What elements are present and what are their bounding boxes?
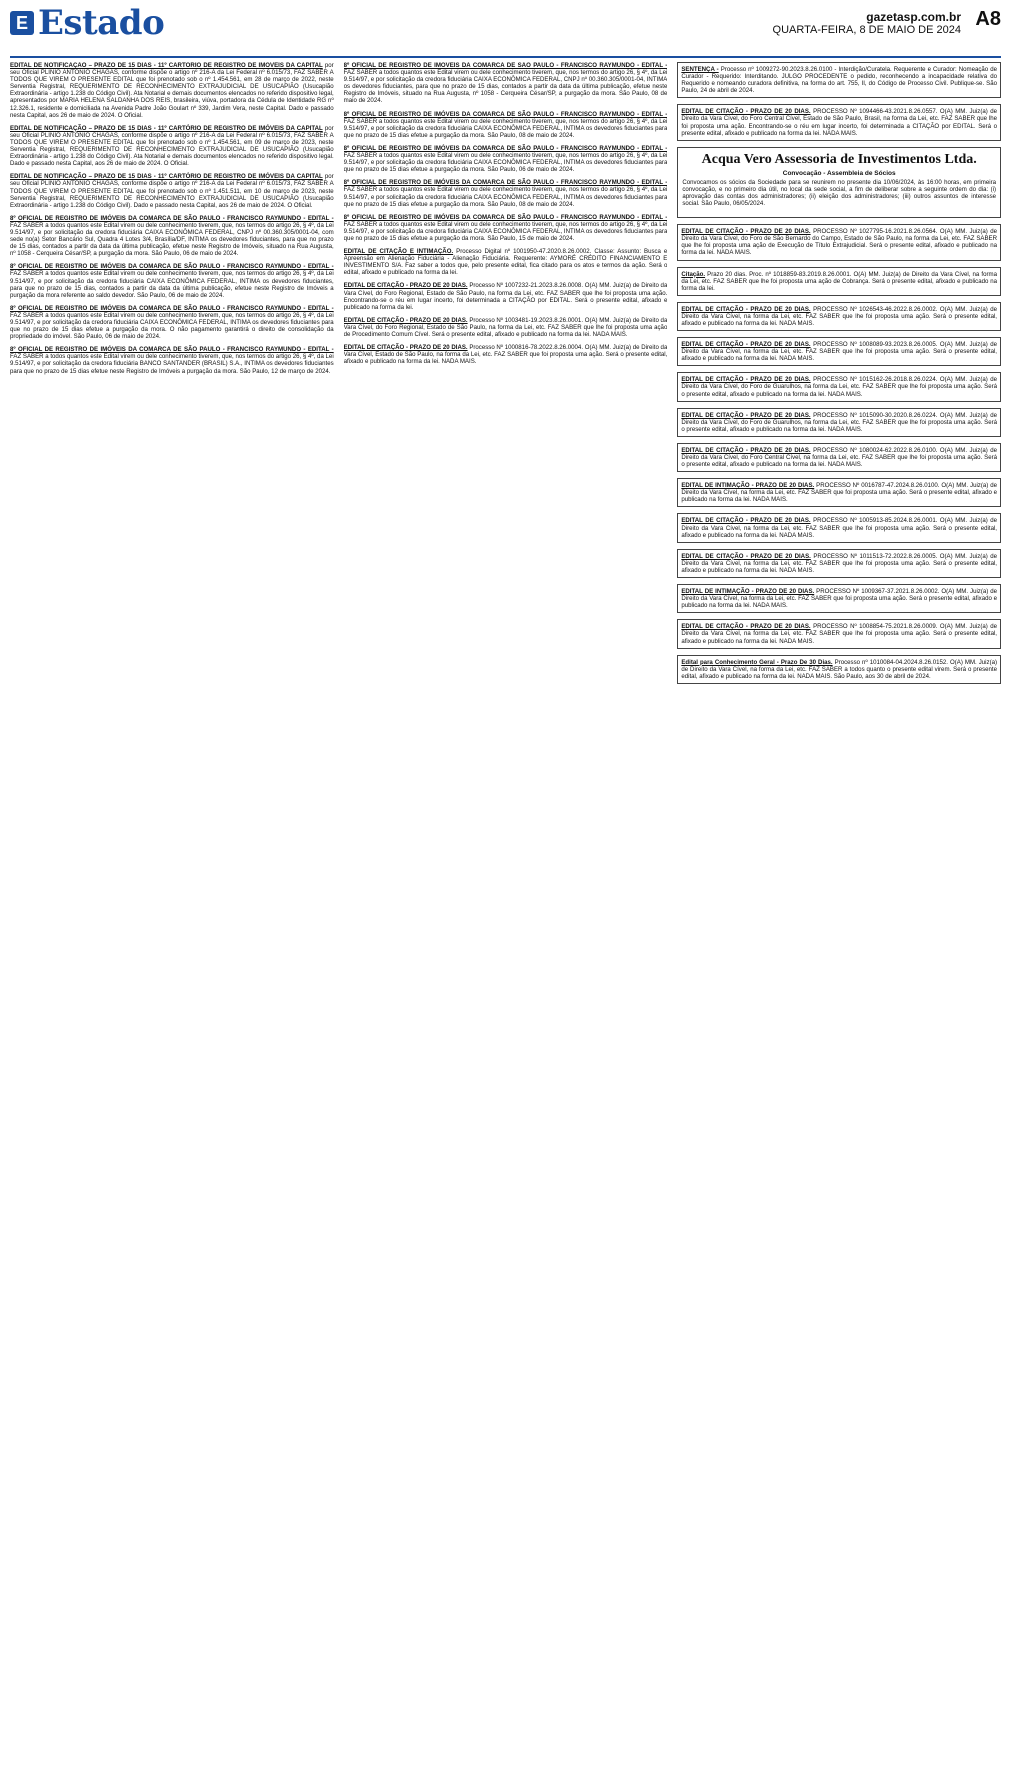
notice-body: FAZ SABER a todos quantos este Edital virem ou dele conhecimento tiverem, que, nos termos do artigo 26, § 4º, da Lei 9.514/97, e por solicitação da credora fiduciária CAIXA ECONÔMICA FEDERAL, INTIMA os devedores fiduciantes, para que no prazo de 15 dias, contados a partir da data da última publicação, efetue neste Registro de Imóveis a purgação da mora referente ao saldo devedor. São Paulo, 06 de maio de 2024. bbox=[10, 270, 334, 299]
column-1 bbox=[10, 62, 334, 1778]
notice-title: EDITAL DE CITAÇÃO - PRAZO DE 20 DIAS. bbox=[681, 341, 811, 349]
notice-body: PROCESSO Nº 1027795-16.2021.8.26.0564. O(A) MM. Juiz(a) de Direito da Vara Cível, do Foro de São Bernardo do Campo, Estado de São Paulo, na forma da Lei, etc. FAZ SABER que lhe foi proposta uma ação de Execução de Título Extrajudicial. Será o presente edital, afixado e publicado na forma da lei. NADA MAIS. bbox=[681, 228, 998, 257]
legal-notice bbox=[344, 214, 668, 242]
notice-body: Processo Nº 1003481-19.2023.8.26.0001. O(A) MM. Juiz(a) de Direito da Vara Cível, do Foro Regional, Estado de São Paulo, na forma da Lei, etc. FAZ SABER que lhe foi proposta uma ação de Procedimento Comum Cível. Será o presente edital, afixado e publicado na forma da lei. NADA MAIS. bbox=[343, 316, 668, 338]
notice-body: por seu Oficial PLINIO ANTONIO CHAGAS, conforme dispõe o artigo nº 216-A da Lei Federal nº 6.015/73, FAZ SABER A TODOS QUE VIREM O PRESENTE EDITAL que foi prenotado sob o nº 1.454.561, em 09 de março de 2023, neste Serventia Registral, REQUERIMENTO DE RECONHECIMENTO EXTRAJUDICIAL DE USUCAPIÃO (Usucapião Extraordinária - artigo 1.238 do Código Civil). Ata Notarial e demais documentos elencados no referido dispositivo legal. Dado e passado nesta Capital, aos 26 de maio de 2024. O Oficial. bbox=[10, 124, 334, 168]
notice-body: FAZ SABER a todos quantos este Edital virem ou dele conhecimento tiverem, que, nos termos do artigo 26, § 4º, da Lei 9.514/97, e por solicitação da credora fiduciária CAIXA ECONÔMICA FEDERAL, INTIMA os devedores fiduciantes para que no prazo de 15 dias efetue a purgação da mora. São Paulo, 08 de maio de 2024. bbox=[343, 117, 668, 139]
notice-body: PROCESSO Nº 1015090-30.2020.8.26.0224. O(A) MM. Juiz(a) de Direito da Vara Cível, do Foro de Guarulhos, na forma da Lei, etc. FAZ SABER que lhe foi proposta uma ação. Será o presente edital, afixado e publicado na forma da lei. NADA MAIS. bbox=[681, 411, 998, 433]
legal-notice bbox=[10, 263, 334, 298]
legal-notice bbox=[677, 549, 1001, 578]
logo-mark: E bbox=[10, 11, 34, 35]
notice-body: PROCESSO Nº 1005913-85.2024.8.26.0001. O(A) MM. Juiz(a) de Direito da Vara Cível, na forma da Lei, etc. FAZ SABER que lhe foi proposta uma ação. Será o presente edital, afixado e publicado na forma da lei. NADA MAIS. bbox=[681, 517, 998, 539]
notice-title: EDITAL DE NOTIFICAÇÃO – PRAZO DE 15 DIAS - 11º CARTÓRIO DE REGISTRO DE IMÓVEIS DA CAPITAL bbox=[10, 62, 323, 69]
legal-notice bbox=[344, 344, 668, 365]
legal-notice bbox=[10, 346, 334, 374]
notice-body: FAZ SABER a todos quantos este Edital virem ou dele conhecimento tiverem, que, nos termos do artigo 26, § 4º, da Lei 9.514/97, e por solicitação da credora fiduciária CAIXA ECONÔMICA FEDERAL, CNPJ nº 00.360.305/0001-04, INTIMA os devedores fiduciantes, para que no prazo de 15 dias, contados a partir da data da última publicação, efetue neste Registro de Imóveis, situado na Rua Augusta, nº 1058 - Cerqueira César/SP, a purgação da mora. São Paulo, 08 de maio de 2024. bbox=[343, 69, 668, 105]
notice-title: 8º OFICIAL DE REGISTRO DE IMÓVEIS DA COMARCA DE SÃO PAULO - FRANCISCO RAYMUNDO - EDITAL - bbox=[10, 304, 334, 312]
notice-title: EDITAL DE CITAÇÃO - PRAZO DE 20 DIAS. bbox=[343, 282, 468, 290]
issue-date: QUARTA-FEIRA, 8 DE MAIO DE 2024 bbox=[772, 24, 961, 36]
notice-title: 8º OFICIAL DE REGISTRO DE IMÓVEIS DA COMARCA DE SÃO PAULO - FRANCISCO RAYMUNDO - EDITAL - bbox=[343, 213, 668, 221]
notice-body: por seu Oficial PLINIO ANTONIO CHAGAS, conforme dispõe o artigo nº 216-A da Lei Federal nº 6.015/73, FAZ SABER A TODOS QUE VIREM O PRESENTE EDITAL que foi prenotado sob o nº 1.451.511, em 10 de março de 2023, neste Serventia Registral, REQUERIMENTO DE RECONHECIMENTO EXTRAJUDICIAL DE USUCAPIÃO (Usucapião Extraordinária - artigo 1.238 do Código Civil). Dado e passado nesta Capital, aos 26 de maio de 2024. O Oficial. bbox=[10, 173, 334, 209]
notice-body: PROCESSO Nº 1008854-75.2021.8.26.0009. O(A) MM. Juiz(a) de Direito da Vara Cível, na forma da Lei, etc. FAZ SABER que lhe foi proposta uma ação. Será o presente edital, afixado e publicado na forma da lei. NADA MAIS. bbox=[681, 623, 998, 645]
legal-notice bbox=[10, 305, 334, 340]
notice-title: 8º OFICIAL DE REGISTRO DE IMÓVEIS DA COMARCA DE SÃO PAULO - FRANCISCO RAYMUNDO - EDITAL - bbox=[343, 179, 668, 187]
notice-body: Prazo 20 dias. Proc. nº 1018859-83.2019.8.26.0001. O(A) MM. Juiz(a) de Direito da Vara Cível, na forma da Lei, etc. FAZ SABER que lhe foi proposta uma ação de Cobrança. Será o presente edital, afixado e publicado na forma da lei. bbox=[681, 270, 998, 292]
legal-notice bbox=[344, 282, 668, 310]
legal-notice bbox=[10, 173, 334, 208]
column-2 bbox=[344, 62, 668, 1778]
column-3 bbox=[677, 62, 1001, 1778]
notice-body: PROCESSO Nº 1094466-43.2021.8.26.0557. O(A) MM. Juiz(a) de Direito da Vara Cível, do Foro Central Cível, Estado de São Paulo, Brasil, na forma da Lei, etc. FAZ SABER que lhe foi proposta uma ação. Encontrando-se o réu em lugar incerto, foi determinada a CITAÇÃO por EDITAL. Será o presente edital, afixado e publicado na forma da lei. NADA MAIS. bbox=[681, 108, 998, 137]
notice-title: 8º OFICIAL DE REGISTRO DE IMÓVEIS DA COMARCA DE SÃO PAULO - FRANCISCO RAYMUNDO - EDITAL - bbox=[10, 214, 334, 222]
notice-title: EDITAL DE CITAÇÃO - PRAZO DE 20 DIAS. bbox=[681, 228, 811, 236]
notice-title: SENTENÇA - bbox=[681, 66, 719, 73]
legal-notice bbox=[344, 145, 668, 173]
notice-body: Processo Nº 1000816-78.2022.8.26.0004. O(A) MM. Juiz(a) de Direito da Vara Cível, Estado de São Paulo, na forma da Lei, etc. FAZ SABER que foi proposta uma ação. Será o presente edital, afixado e publicado na forma da lei. NADA MAIS. bbox=[343, 344, 668, 366]
notice-title: EDITAL DE CITAÇÃO - PRAZO DE 20 DIAS. bbox=[343, 344, 468, 352]
page-number: A8 bbox=[975, 8, 1001, 30]
notice-body: PROCESSO Nº 0016787-47.2024.8.26.0100. O(A) MM. Juiz(a) de Direito da Vara Cível, na forma da Lei, etc. FAZ SABER que foi proposta uma ação. Será o presente edital, afixado e publicado na forma da lei. NADA MAIS. bbox=[681, 482, 998, 504]
legal-notice bbox=[344, 179, 668, 207]
legal-notice bbox=[677, 337, 1001, 366]
notice-title: EDITAL DE CITAÇÃO - PRAZO DE 20 DIAS. bbox=[681, 376, 811, 384]
legal-notice bbox=[10, 62, 334, 119]
notice-title: EDITAL DE NOTIFICAÇÃO – PRAZO DE 15 DIAS - 11º CARTÓRIO DE REGISTRO DE IMÓVEIS DA CAPITAL bbox=[10, 124, 323, 132]
notice-body: FAZ SABER a todos quantos este Edital virem ou dele conhecimento tiverem, que, nos termos do artigo 26, § 4º, da Lei 9.514/97, e por solicitação da credora fiduciária CAIXA ECONÔMICA FEDERAL, INTIMA os devedores fiduciantes para que no prazo de 15 dias efetue a purgação da mora. São Paulo, 15 de maio de 2024. bbox=[343, 220, 668, 242]
notice-title: EDITAL DE INTIMAÇÃO - PRAZO DE 20 DIAS. bbox=[681, 588, 815, 596]
legal-notice bbox=[677, 267, 1001, 296]
notice-body: FAZ SABER a todos quantos este Edital virem ou dele conhecimento tiverem, que, nos termos do artigo 26, § 4º, da Lei 9.514/97, e por solicitação da credora fiduciária CAIXA ECONÔMICA FEDERAL, INTIMA os devedores fiduciantes para que no prazo de 15 dias efetue a purgação da mora. São Paulo, 06 de maio de 2024. bbox=[343, 152, 668, 174]
notice-title: EDITAL DE CITAÇÃO - PRAZO DE 20 DIAS. bbox=[681, 108, 811, 116]
notice-body: FAZ SABER a todos quantos este Edital virem ou dele conhecimento tiverem, que, nos termos do artigo 26, § 4º, da Lei 9.514/97, e por solicitação da credora fiduciária CAIXA ECONÔMICA FEDERAL, CNPJ nº 00.360.305/0001-04, com sede no(a) Setor Bancário Sul, Quadra 4 Lotes 3/4, Brasília/DF, INTIMA os devedores fiduciantes, para que no prazo de 15 dias, contados a partir da data da última publicação, efetue neste Registro de Imóveis, situado na Rua Augusta, nº 1058 - Cerqueira César/SP, a purgação da mora. São Paulo, 06 de maio de 2024. bbox=[10, 221, 334, 258]
header-info bbox=[773, 10, 1001, 36]
notice-body: FAZ SABER a todos quantos este Edital virem ou dele conhecimento tiverem, que, nos termos do artigo 26, § 4º, da Lei 9.514/97, e por solicitação da credora fiduciária CAIXA ECONÔMICA FEDERAL, INTIMA os devedores fiduciantes para que no prazo de 15 dias efetue a purgação da mora. São Paulo, 08 de maio de 2024. bbox=[343, 186, 668, 208]
notice-title: 8º OFICIAL DE REGISTRO DE IMÓVEIS DA COMARCA DE SÃO PAULO - FRANCISCO RAYMUNDO - EDITAL - bbox=[10, 346, 334, 354]
page-header bbox=[10, 3, 1001, 58]
legal-notice bbox=[344, 111, 668, 139]
ad-body: Convocamos os sócios da Sociedade para se reunirem no presente dia 10/06/2024, às 16:00 horas, em primeira convocação, e no primeiro dia útil, no local da sede social, a fim de deliberar sobre a seguinte ordem do dia: (i) aprovação das contas dos administradores; (ii) eleição dos administradores; (iii) outros assuntos de interesse social. São Paulo, 06/05/2024. bbox=[682, 178, 997, 208]
legal-notice bbox=[677, 478, 1001, 507]
notice-body: PROCESSO Nº 1011513-72.2022.8.26.0005. O(A) MM. Juiz(a) de Direito da Vara Cível, na forma da Lei, etc. FAZ SABER que lhe foi proposta uma ação. Será o presente edital, afixado e publicado na forma da lei. NADA MAIS. bbox=[681, 552, 998, 574]
notice-title: EDITAL DE CITAÇÃO - PRAZO DE 20 DIAS. bbox=[343, 316, 468, 324]
notice-title: Edital para Conhecimento Geral - Prazo De 30 Dias. bbox=[681, 658, 833, 666]
notice-body: Processo nº 1009272-90.2023.8.26.0100 - Interdição/Curatela. Requerente e Curador: Nomeação de Curador - Requerido: Interditando. JULGO PROCEDENTE o pedido, reconhecendo a incapacidade relativa do Requerido e nomeando curadora definitiva, na forma do art. 755, II, do Código de Processo Civil. Publique-se. São Paulo, 24 de abril de 2024. bbox=[681, 66, 998, 95]
legal-notice bbox=[344, 62, 668, 105]
notice-title: EDITAL DE CITAÇÃO - PRAZO DE 20 DIAS. bbox=[681, 446, 811, 454]
notice-title: EDITAL DE CITAÇÃO - PRAZO DE 20 DIAS. bbox=[681, 517, 811, 525]
notice-body: FAZ SABER a todos quantos este Edital virem ou dele conhecimento tiverem, que, nos termos do artigo 26, § 4º, da Lei 9.514/97, e por solicitação da credora fiduciária CAIXA ECONÔMICA FEDERAL, INTIMA os devedores fiduciantes para que no prazo de 15 dias efetue a purgação da mora. O não pagamento garantirá o direito de consolidação da propriedade do imóvel. São Paulo, 06 de maio de 2024. bbox=[10, 311, 334, 341]
legal-notice bbox=[677, 372, 1001, 401]
notice-title: Citação. bbox=[681, 270, 706, 278]
notice-body: PROCESSO Nº 1015162-26.2018.8.26.0224. O(A) MM. Juiz(a) de Direito da Vara Cível, do Foro de Guarulhos, na forma da Lei, etc. FAZ SABER que lhe foi proposta uma ação. Será o presente edital, afixado e publicado na forma da lei. NADA MAIS. bbox=[681, 376, 998, 398]
legal-notice bbox=[10, 215, 334, 258]
notice-body: FAZ SABER a todos quantos este Edital virem ou dele conhecimento tiverem, que, nos termos do artigo 26, § 4º, da Lei 9.514/97, e por solicitação da credora fiduciária BANCO SANTANDER (BRASIL) S.A., INTIMA os devedores fiduciantes para que no prazo de 15 dias efetue neste Registro de Imóveis a purgação da mora. São Paulo, 12 de março de 2024. bbox=[10, 353, 334, 375]
notice-title: EDITAL DE CITAÇÃO - PRAZO DE 20 DIAS. bbox=[681, 552, 811, 560]
legal-notice bbox=[677, 655, 1001, 684]
legal-notice bbox=[677, 224, 1001, 260]
legal-notice bbox=[677, 104, 1001, 140]
notice-body: PROCESSO Nº 1080024-62.2022.8.26.0100. O(A) MM. Juiz(a) de Direito da Vara Cível, do Foro Central Cível, na forma da Lei, etc. FAZ SABER que lhe foi proposta uma ação. Será o presente edital, afixado e publicado na forma da lei. NADA MAIS. bbox=[681, 446, 998, 469]
notice-body: PROCESSO Nº 1009367-37.2021.8.26.0002. O(A) MM. Juiz(a) de Direito da Vara Cível, na forma da Lei, etc. FAZ SABER que foi proposta uma ação. Será o presente edital, afixado e publicado na forma da lei. NADA MAIS. bbox=[681, 588, 998, 610]
notice-body: PROCESSO Nº 1008089-93.2023.8.26.0005. O(A) MM. Juiz(a) de Direito da Vara Cível, na forma da Lei, etc. FAZ SABER que lhe foi proposta uma ação. Será o presente edital, afixado e publicado na forma da lei. NADA MAIS. bbox=[681, 341, 998, 363]
site-url[interactable]: gazetasp.com.br bbox=[866, 10, 961, 24]
legal-notice bbox=[677, 62, 1001, 98]
notice-title: EDITAL DE CITAÇÃO - PRAZO DE 20 DIAS. bbox=[681, 411, 811, 419]
notice-body: Processo Nº 1007232-21.2023.8.26.0008. O(A) MM. Juiz(a) de Direito da Vara Cível, do Foro Regional, Estado de São Paulo, na forma da Lei, etc. FAZ SABER que lhe foi proposta uma ação. Encontrando-se o réu em lugar incerto, foi determinada a CITAÇÃO por EDITAL. Será o presente edital, afixado e publicado na forma da lei. bbox=[343, 282, 668, 311]
notice-title: 8º OFICIAL DE REGISTRO DE IMÓVEIS DA COMARCA DE SÃO PAULO - FRANCISCO RAYMUNDO - EDITAL - bbox=[343, 110, 668, 118]
legal-notice bbox=[10, 125, 334, 168]
notice-body: por seu Oficial PLINIO ANTONIO CHAGAS, conforme dispõe o artigo nº 216-A da Lei Federal nº 6.015/73, FAZ SABER A TODOS QUE VIREM O PRESENTE EDITAL que foi prenotado sob o nº 1.454.561, em 28 de março de 2022, neste Serventia Registral, REQUERIMENTO DE RECONHECIMENTO EXTRAJUDICIAL DE USUCAPIÃO (Usucapião Extraordinária - artigo 1.238 do Código Civil). Ata Notarial e demais documentos elencados no referido dispositivo legal, apresentados por MARIA HELENA SALDANHA DOS REIS, brasileira, viúva, portadora da Cédula de Identidade RG nº 12.326.1, residente e domiciliada na Avenida Padre João Goulart nº 339, Jardim Vera, neste Capital. Dado e passado nesta Capital, aos 26 de maio de 2024. O Oficial. bbox=[10, 62, 334, 119]
ad-subtitle: Convocação - Assembleia de Sócios bbox=[782, 169, 896, 177]
notice-title: 8º OFICIAL DE REGISTRO DE IMÓVEIS DA COMARCA DE SÃO PAULO - FRANCISCO RAYMUNDO - EDITAL - bbox=[10, 263, 334, 271]
notice-body: PROCESSO Nº 1026543-46.2022.8.26.0002. O(A) MM. Juiz(a) de Direito da Vara Cível, na forma da Lei, etc. FAZ SABER que lhe foi proposta uma ação. Será o presente edital, afixado e publicado na forma da lei. NADA MAIS. bbox=[681, 305, 998, 327]
legal-notice bbox=[677, 408, 1001, 437]
notice-body: Processo nº 1010084-04.2024.8.26.0152. O(A) MM. Juiz(a) de Direito da Vara Cível, na forma da Lei, etc. FAZ SABER a todos quanto o presente edital virem. Será o presente edital, afixado e publicado na forma da lei. NADA MAIS. São Paulo, aos 30 de abril de 2024. bbox=[681, 658, 998, 680]
notice-title: 8º OFICIAL DE REGISTRO DE IMÓVEIS DA COMARCA DE SÃO PAULO - FRANCISCO RAYMUNDO - EDITAL - bbox=[343, 62, 668, 69]
legal-notice bbox=[677, 513, 1001, 542]
notice-title: EDITAL DE NOTIFICAÇÃO – PRAZO DE 15 DIAS - 11º CARTÓRIO DE REGISTRO DE IMÓVEIS DA CAPITAL bbox=[10, 173, 323, 181]
legal-notice bbox=[677, 619, 1001, 648]
columns bbox=[10, 62, 1001, 1778]
legal-notice bbox=[344, 248, 668, 276]
notice-title: EDITAL DE CITAÇÃO - PRAZO DE 20 DIAS. bbox=[681, 623, 811, 631]
legal-notice bbox=[677, 443, 1001, 472]
ad-title: Acqua Vero Assessoria de Investimentos Ltda. bbox=[701, 151, 977, 167]
notice-title: EDITAL DE INTIMAÇÃO - PRAZO DE 20 DIAS. bbox=[681, 482, 815, 490]
notice-title: 8º OFICIAL DE REGISTRO DE IMÓVEIS DA COMARCA DE SÃO PAULO - FRANCISCO RAYMUNDO - EDITAL - bbox=[343, 144, 668, 152]
company-ad bbox=[677, 147, 1001, 218]
notice-title: EDITAL DE CITAÇÃO - PRAZO DE 20 DIAS. bbox=[681, 305, 811, 313]
legal-notice bbox=[677, 584, 1001, 613]
notice-title: EDITAL DE CITAÇÃO E INTIMAÇÃO. bbox=[343, 248, 454, 256]
masthead-logo bbox=[10, 3, 165, 43]
logo-name: Estado bbox=[38, 3, 165, 43]
notice-body: Processo Digital nº 1001950-47.2020.8.26.0002. Classe: Assunto: Busca e Apreensão em Alienação Fiduciária - Alienação Fiduciária. Requerente: AYMORÉ CRÉDITO FINANCIAMENTO E INVESTIMENTO S/A. Faz saber a todos que, pelo presente edital, fica citado para os atos e termos da ação. Será o edital, afixado e publicado na forma da lei. bbox=[343, 248, 668, 277]
legal-notice bbox=[344, 317, 668, 338]
legal-notice bbox=[677, 302, 1001, 331]
